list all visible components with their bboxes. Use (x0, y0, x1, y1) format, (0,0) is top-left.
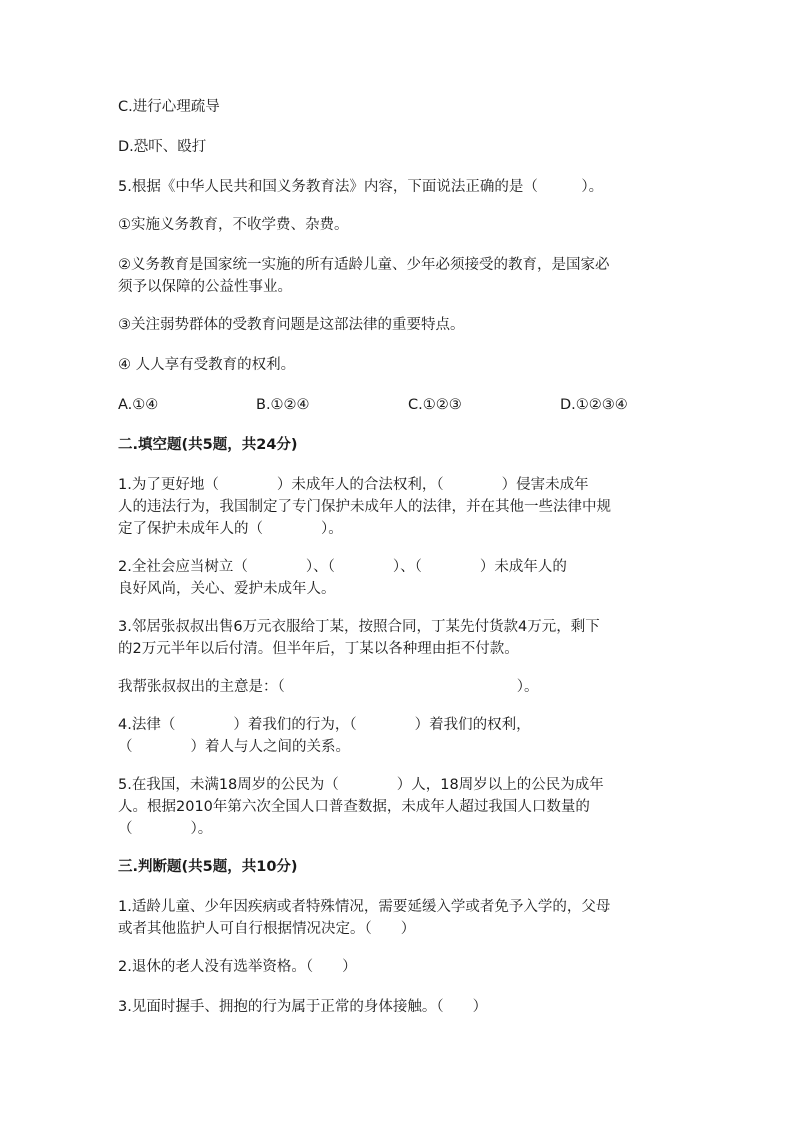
judge-1-line-1: 1.适龄儿童、少年因疾病或者特殊情况，需要延缓入学或者免予入学的，父母 (118, 899, 611, 915)
option-c: C.①②③ (408, 397, 462, 413)
section-3-heading: 三.判断题(共5题，共10分) (118, 859, 298, 875)
option-d: D.①②③④ (560, 397, 628, 413)
fill-1-line-3: 定了保护未成年人的（ ）。 (118, 521, 343, 537)
question-5-stem: 5.根据《中华人民共和国义务教育法》内容，下面说法正确的是（ ）。 (118, 179, 604, 195)
fill-4-line-2: （ ）着人与人之间的关系。 (118, 739, 350, 755)
judge-1-line-2: 或者其他监护人可自行根据情况决定。（ ） (118, 921, 416, 937)
fill-3-answer: 我帮张叔叔出的主意是：（ ）。 (118, 679, 539, 695)
fill-3-line-2: 的2万元半年以后付清。但半年后，丁某以各种理由拒不付款。 (118, 641, 519, 657)
statement-1: ①实施义务教育，不收学费、杂费。 (118, 217, 349, 233)
fill-5-line-2: 人。根据2010年第六次全国人口普查数据，未成年人超过我国人口数量的 (118, 799, 590, 815)
option-a: A.①④ (118, 397, 159, 413)
fill-3-line-1: 3.邻居张叔叔出售6万元衣服给丁某，按照合同，丁某先付货款4万元，剩下 (118, 619, 600, 635)
option-b: B.①②④ (256, 397, 310, 413)
judge-3: 3.见面时握手、拥抱的行为属于正常的身体接触。（ ） (118, 999, 488, 1015)
statement-4: ④ 人人享有受教育的权利。 (118, 357, 296, 373)
section-2-heading: 二.填空题(共5题，共24分) (118, 437, 298, 453)
statement-3: ③关注弱势群体的受教育问题是这部法律的重要特点。 (118, 317, 465, 333)
option-c-previous: C.进行心理疏导 (118, 99, 220, 115)
fill-2-line-2: 良好风尚，关心、爱护未成年人。 (118, 581, 336, 597)
fill-5-line-3: （ ）。 (118, 821, 213, 837)
statement-2-line-2: 须予以保障的公益性事业。 (118, 279, 292, 295)
fill-4-line-1: 4.法律（ ）着我们的行为，（ ）着我们的权利， (118, 717, 531, 733)
judge-2: 2.退休的老人没有选举资格。（ ） (118, 959, 357, 975)
fill-2-line-1: 2.全社会应当树立（ ）、（ ）、（ ）未成年人的 (118, 559, 567, 575)
fill-1-line-1: 1.为了更好地（ ）未成年人的合法权利，（ ）侵害未成年 (118, 477, 589, 493)
statement-2-line-1: ②义务教育是国家统一实施的所有适龄儿童、少年必须接受的教育，是国家必 (118, 257, 610, 273)
fill-5-line-1: 5.在我国，未满18周岁的公民为（ ）人，18周岁以上的公民为成年 (118, 777, 604, 793)
option-d-previous: D.恐吓、殴打 (118, 139, 207, 155)
fill-1-line-2: 人的违法行为，我国制定了专门保护未成年人的法律，并在其他一些法律中规 (118, 499, 611, 515)
